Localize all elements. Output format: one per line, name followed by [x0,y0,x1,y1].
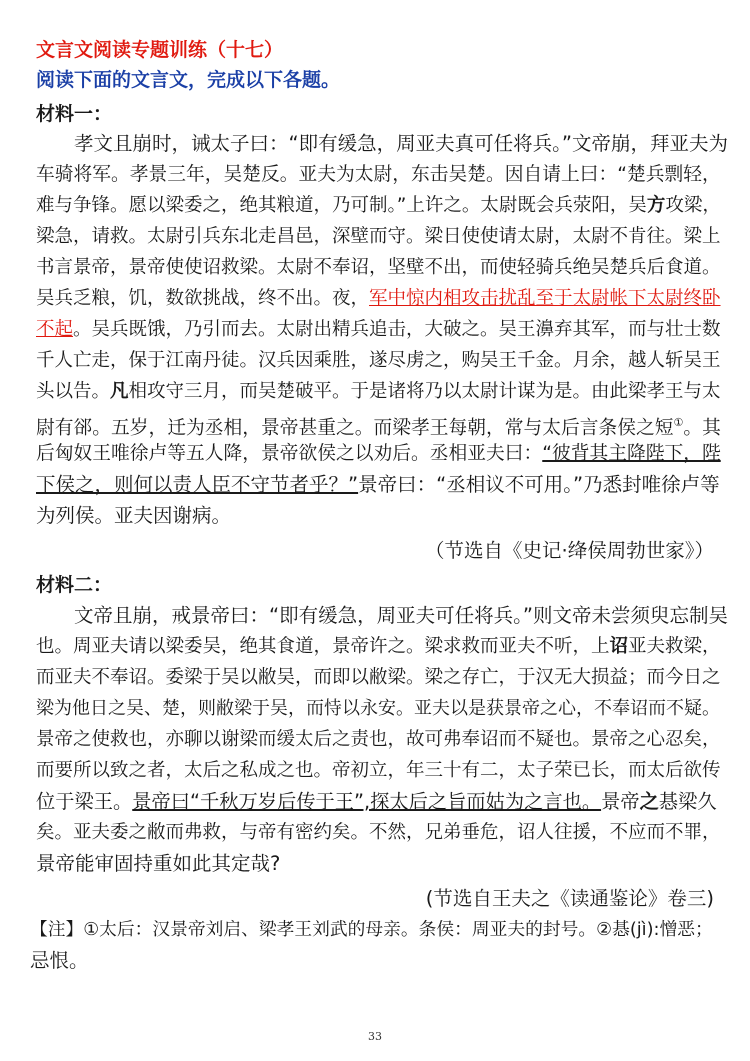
material2-line-4: 梁为他日之吴、楚，则敝梁于吴，而恃以永安。亚夫以是获景帝之心，不奉诏而不疑。 [36,698,720,719]
material2-line-8: 矣。亚夫委之敝而弗救，与帝有密约矣。不然，兄弟垂危，诏人往援，不应而不罪， [36,822,721,843]
material1-line-10 [36,409,720,442]
red-underlined-passage: 军中惊内相攻击扰乱至于太尉帐下太尉终卧 [369,288,721,309]
material1-line-3 [36,192,720,220]
material1-line-2: 车骑将军。孝景三年，吴楚反。亚夫为太尉，东击吴楚。因自请上曰：“楚兵剽轻， [36,164,721,185]
text-segment: 惎梁久 [658,790,717,813]
text-segment: 景帝 [601,790,640,813]
underlined-sentence: “彼背其主降陛下，陛 [542,443,721,464]
material1-line-1: 孝文且崩时，诫太子曰：“即有缓急，周亚夫真可任将兵。”文帝崩，拜亚夫为 [74,132,728,155]
material1-line-12 [36,471,720,499]
material2-line-3: 而亚夫不奉诏。委梁于吴以敝吴，而即以敝梁。梁之存亡，于汉无大损益；而今日之 [36,667,721,688]
text-segment: 尉有郤。五岁，迁为丞相，景帝甚重之。而梁孝王每朝，常与太后言条侯之短 [36,417,674,439]
text-segment: 头以告。 [36,381,111,402]
material1-line-5: 书言景帝，景帝使使诏救梁。太尉不奉诏，坚壁不出，而使轻骑兵绝吴楚兵后食道。 [36,257,721,278]
text-segment: 攻梁， [665,195,721,216]
material2-line-6: 而要所以致之者，太后之私成之也。帝初立，年三十有二，太子荣已长，而太后欲传 [36,760,721,781]
text-segment: 也。周亚夫请以梁委吴，绝其食道，景帝许之。梁求救而亚夫不听，上 [36,636,610,657]
material2-line-2 [36,633,720,661]
material1-line-8: 千人亡走，保于江南丹徒。汉兵因乘胜，遂尽虏之，购吴王千金。月余，越人斩吴王 [36,350,721,371]
material2-source: (节选自王夫之《读通鉴论》卷三) [425,887,714,910]
underlined-sentence: 下侯之，则何以责人臣不守节者乎？” [36,473,359,496]
text-segment: 相攻守三月，而吴楚破平。于是诸将乃以太尉计谋为是。由此梁孝王与太 [128,381,721,402]
material2-line-5: 景帝之使救也，亦聊以谢梁而缓太后之责也，故可弗奉诏而不疑也。景帝之心忍矣， [36,729,721,750]
material1-line-6 [36,285,720,313]
material1-heading: 材料一： [36,103,113,125]
red-underlined-passage: 不起 [36,319,74,340]
footnote-marker: ① [673,416,684,429]
page-number: 33 [368,1030,382,1043]
instructions: 阅读下面的文言文，完成以下各题。 [36,69,341,91]
material2-line-1: 文帝且崩，戒景帝曰：“即有缓急，周亚夫可任将兵。”则文帝未尝须臾忘制吴 [74,604,728,627]
bold-key-word: 诏 [609,636,629,657]
material2-heading: 材料二： [36,574,113,596]
material1-line-7 [36,316,720,344]
annotation-note-line-1: 【注】①太后：汉景帝刘启、梁孝王刘武的母亲。条侯：周亚夫的封号。②惎(jì):憎恶； [30,920,713,940]
bold-key-word: 之 [639,790,659,813]
text-segment: 难与争锋。愿以梁委之，绝其粮道，乃可制。”上许之。太尉既会兵荥阳，吴 [36,195,647,216]
bold-key-word: 凡 [110,381,129,402]
text-segment: 。其 [683,417,721,439]
text-segment: 位于梁王。 [36,790,133,813]
text-segment: 亚夫救梁， [628,636,721,657]
material1-line-4: 梁急，请救。太尉引兵东北走昌邑，深壁而守。梁日使使请太尉，太尉不肯往。梁上 [36,226,721,247]
annotation-note-line-2: 忌恨。 [30,949,89,972]
material1-line-9 [36,378,720,406]
exercise-title: 文言文阅读专题训练（十七） [36,39,284,61]
text-segment: 吴兵乏粮，饥，数欲挑战，终不出。夜， [36,288,370,309]
material1-line-13: 为列侯。亚夫因谢病。 [36,504,232,527]
material2-line-9: 景帝能审固持重如此其定哉? [36,852,281,875]
material2-line-7 [36,788,720,816]
text-segment: 景帝曰：“丞相议不可用。”乃悉封唯徐卢等 [358,473,720,496]
bold-key-word: 方 [646,195,666,216]
text-segment: 后匈奴王唯徐卢等五人降，景帝欲侯之以劝后。丞相亚夫曰： [36,443,543,464]
material1-line-11 [36,440,720,468]
text-segment: 。吴兵既饿，乃引而去。太尉出精兵追击，大破之。吴王濞弃其军，而与壮士数 [73,319,721,340]
underlined-sentence: 景帝曰“千秋万岁后传于王”,探太后之旨而姑为之言也。 [132,790,602,813]
material1-source: （节选自《史记·绛侯周勃世家》） [425,539,714,562]
